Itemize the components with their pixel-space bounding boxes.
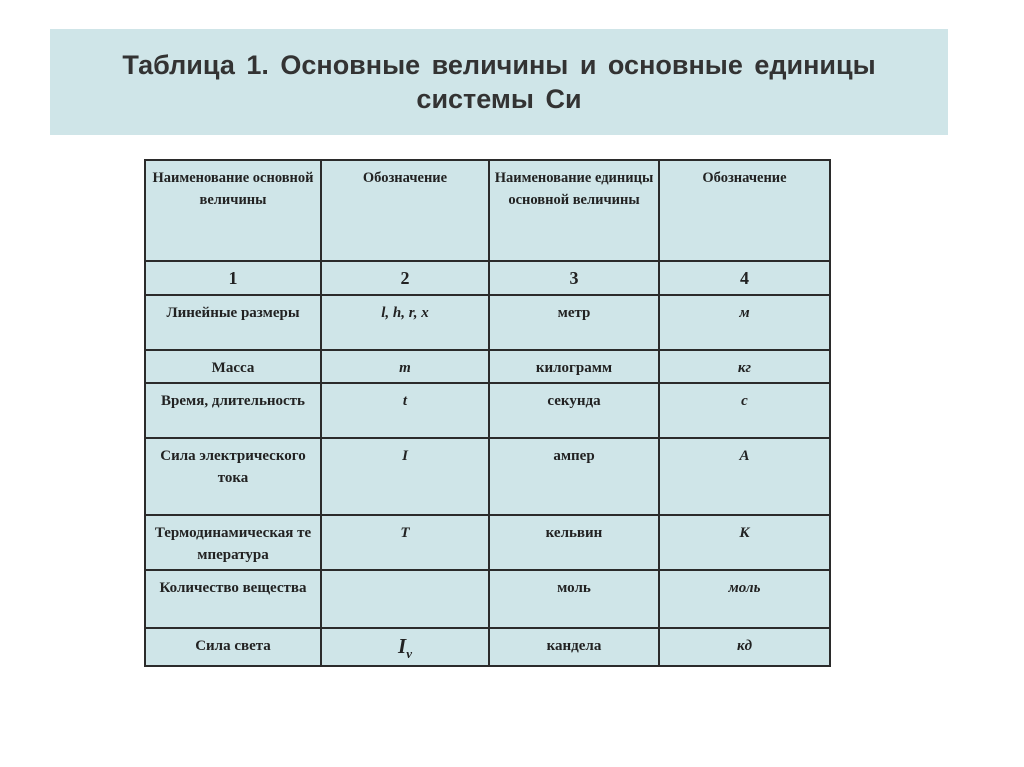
unit-name: секунда [489, 383, 659, 438]
column-number: 2 [321, 261, 489, 295]
si-units-table [144, 159, 831, 667]
unit-name: кельвин [489, 515, 659, 570]
header-quantity-name: Наименование основной величины [145, 160, 321, 261]
unit-symbol: кг [659, 350, 830, 383]
column-number: 1 [145, 261, 321, 295]
quantity-symbol [321, 570, 489, 628]
column-number: 3 [489, 261, 659, 295]
quantity-name: Линейные размеры [145, 295, 321, 350]
quantity-symbol: m [321, 350, 489, 383]
quantity-symbol: t [321, 383, 489, 438]
table-row [145, 438, 830, 515]
column-number-row [145, 261, 830, 295]
unit-symbol: А [659, 438, 830, 515]
symbol-subscript: v [406, 646, 412, 662]
title-banner [50, 29, 948, 135]
quantity-symbol: I [321, 438, 489, 515]
title-line-1: Таблица 1. Основные величины и основные единицы [122, 50, 876, 80]
symbol-main: I [398, 634, 407, 658]
title-line-2: системы Си [416, 84, 582, 114]
header-quantity-symbol: Обозначение [321, 160, 489, 261]
table-row [145, 570, 830, 628]
header-unit-symbol: Обозначение [659, 160, 830, 261]
table-row [145, 295, 830, 350]
quantity-name: Масса [145, 350, 321, 383]
quantity-symbol: T [321, 515, 489, 570]
table-row [145, 515, 830, 570]
unit-name: килограмм [489, 350, 659, 383]
luminous-intensity-symbol [398, 634, 412, 662]
quantity-name: Термодинамическая температура [145, 515, 321, 570]
table-header-row [145, 160, 830, 261]
table-row [145, 628, 830, 666]
quantity-name: Время, длительность [145, 383, 321, 438]
quantity-symbol [321, 628, 489, 666]
unit-name: кандела [489, 628, 659, 666]
quantity-name: Сила света [145, 628, 321, 666]
unit-symbol: К [659, 515, 830, 570]
quantity-symbol: l, h, r, x [321, 295, 489, 350]
unit-symbol: моль [659, 570, 830, 628]
unit-symbol: с [659, 383, 830, 438]
unit-name: метр [489, 295, 659, 350]
table-row [145, 350, 830, 383]
unit-symbol: кд [659, 628, 830, 666]
quantity-name: Сила электрического тока [145, 438, 321, 515]
column-number: 4 [659, 261, 830, 295]
unit-name: моль [489, 570, 659, 628]
header-unit-name: Наименование единицы основной величины [489, 160, 659, 261]
quantity-name: Количество вещества [145, 570, 321, 628]
unit-name: ампер [489, 438, 659, 515]
table-row [145, 383, 830, 438]
unit-symbol: м [659, 295, 830, 350]
